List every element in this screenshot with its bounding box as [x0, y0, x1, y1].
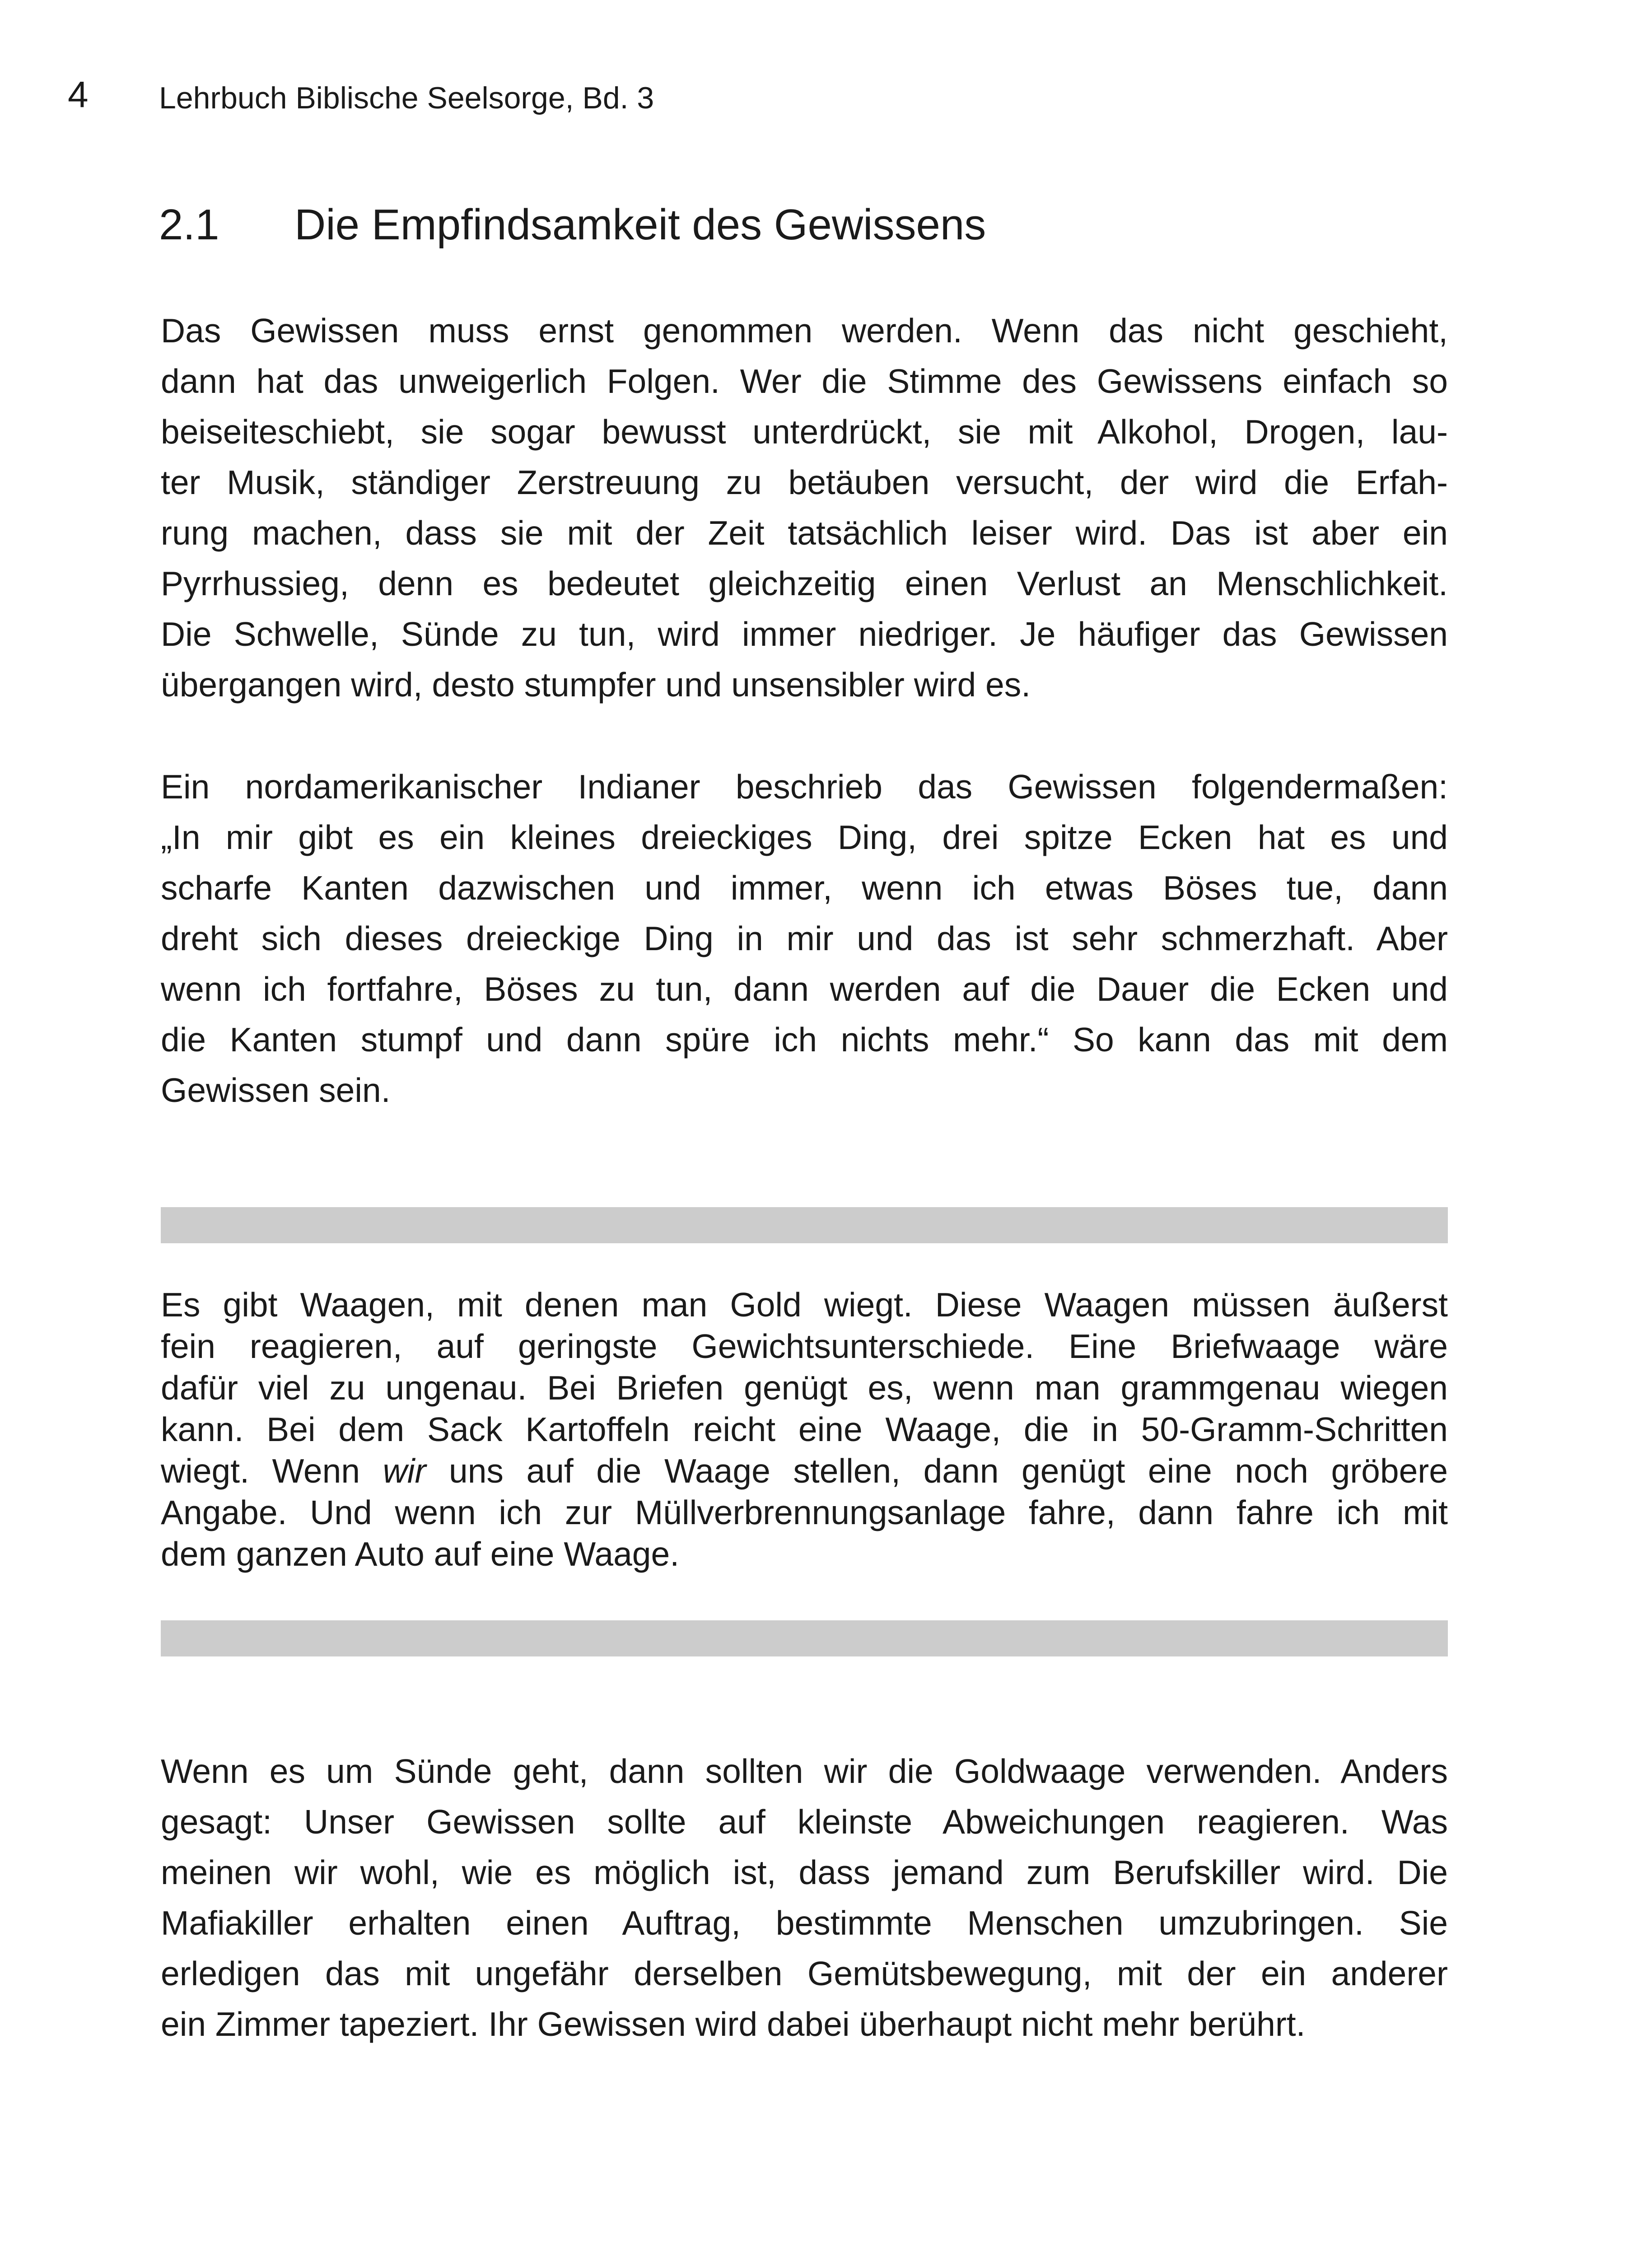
text-line: dreht sich dieses dreieckige Ding in mir und das ist sehr schmerzhaft. Aber: [161, 919, 1448, 957]
text-line: ein Zimmer tapeziert. Ihr Gewissen wird dabei überhaupt nicht mehr berührt.: [161, 2005, 1306, 2043]
paragraph-goldwaage: [161, 1746, 1448, 2049]
text-line: Gewissen sein.: [161, 1071, 391, 1109]
box-top-rule: [161, 1207, 1448, 1243]
text-line: Die Schwelle, Sünde zu tun, wird immer niedriger. Je häufiger das Gewissen: [161, 615, 1448, 653]
boxed-example: [161, 1284, 1448, 1575]
text-line: kann. Bei dem Sack Kartoffeln reicht eine Waage, die in 50-Gramm-Schritten: [161, 1410, 1448, 1448]
text-line: „In mir gibt es ein kleines dreieckiges Ding, drei spitze Ecken hat es und: [161, 818, 1448, 856]
emphasis-text: wir: [383, 1452, 426, 1490]
text-line: erledigen das mit ungefähr derselben Gemütsbewegung, mit der ein anderer: [161, 1955, 1448, 1992]
paragraph-intro: [161, 305, 1448, 710]
text-line: die Kanten stumpf und dann spüre ich nichts mehr.“ So kann das mit dem: [161, 1021, 1448, 1059]
section-heading: [159, 193, 1451, 257]
text-line: beiseiteschiebt, sie sogar bewusst unterdrückt, sie mit Alkohol, Drogen, lau-: [161, 413, 1448, 451]
text-run: wiegt. Wenn: [161, 1452, 383, 1490]
section-title: Die Empfindsamkeit des Gewissens: [294, 201, 986, 249]
text-line: Wenn es um Sünde geht, dann sollten wir die Goldwaage verwenden. Anders: [161, 1752, 1448, 1790]
running-header: Lehrbuch Biblische Seelsorge, Bd. 3: [159, 81, 654, 115]
text-line: fein reagieren, auf geringste Gewichtsunterschiede. Eine Briefwaage wäre: [161, 1327, 1448, 1365]
box-bottom-rule: [161, 1620, 1448, 1656]
text-line: scharfe Kanten dazwischen und immer, wenn ich etwas Böses tue, dann: [161, 869, 1448, 907]
text-line: ter Musik, ständiger Zerstreuung zu betäuben versucht, der wird die Erfah-: [161, 463, 1448, 501]
text-line: gesagt: Unser Gewissen sollte auf kleinste Abweichungen reagieren. Was: [161, 1803, 1448, 1841]
text-line: Das Gewissen muss ernst genommen werden. Wenn das nicht geschieht,: [161, 312, 1448, 350]
text-line: Es gibt Waagen, mit denen man Gold wiegt. Diese Waagen müssen äußerst: [161, 1286, 1448, 1324]
text-line: übergangen wird, desto stumpfer und unsensibler wird es.: [161, 666, 1031, 704]
text-line: Pyrrhussieg, denn es bedeutet gleichzeitig einen Verlust an Menschlichkeit.: [161, 564, 1448, 602]
section-number: 2.1: [159, 201, 219, 249]
paragraph-indian-quote: [161, 761, 1448, 1115]
text-line: meinen wir wohl, wie es möglich ist, dass jemand zum Berufskiller wird. Die: [161, 1853, 1448, 1891]
text-line: wenn ich fortfahre, Böses zu tun, dann werden auf die Dauer die Ecken und: [161, 970, 1448, 1008]
text-line: Angabe. Und wenn ich zur Müllverbrennungsanlage fahre, dann fahre ich mit: [161, 1493, 1448, 1531]
page-number: 4: [68, 74, 89, 115]
text-line: dann hat das unweigerlich Folgen. Wer die Stimme des Gewissens einfach so: [161, 362, 1448, 400]
text-line: rung machen, dass sie mit der Zeit tatsächlich leiser wird. Das ist aber ein: [161, 514, 1448, 552]
text-line: Mafiakiller erhalten einen Auftrag, bestimmte Menschen umzubringen. Sie: [161, 1904, 1448, 1942]
text-line: [161, 1450, 1448, 1492]
text-run: uns auf die Waage stellen, dann genügt eine noch gröbere: [426, 1452, 1448, 1490]
text-line: Ein nordamerikanischer Indianer beschrieb das Gewissen folgendermaßen:: [161, 768, 1448, 806]
text-line: dem ganzen Auto auf eine Waage.: [161, 1535, 680, 1573]
text-line: dafür viel zu ungenau. Bei Briefen genügt es, wenn man grammgenau wiegen: [161, 1369, 1448, 1407]
